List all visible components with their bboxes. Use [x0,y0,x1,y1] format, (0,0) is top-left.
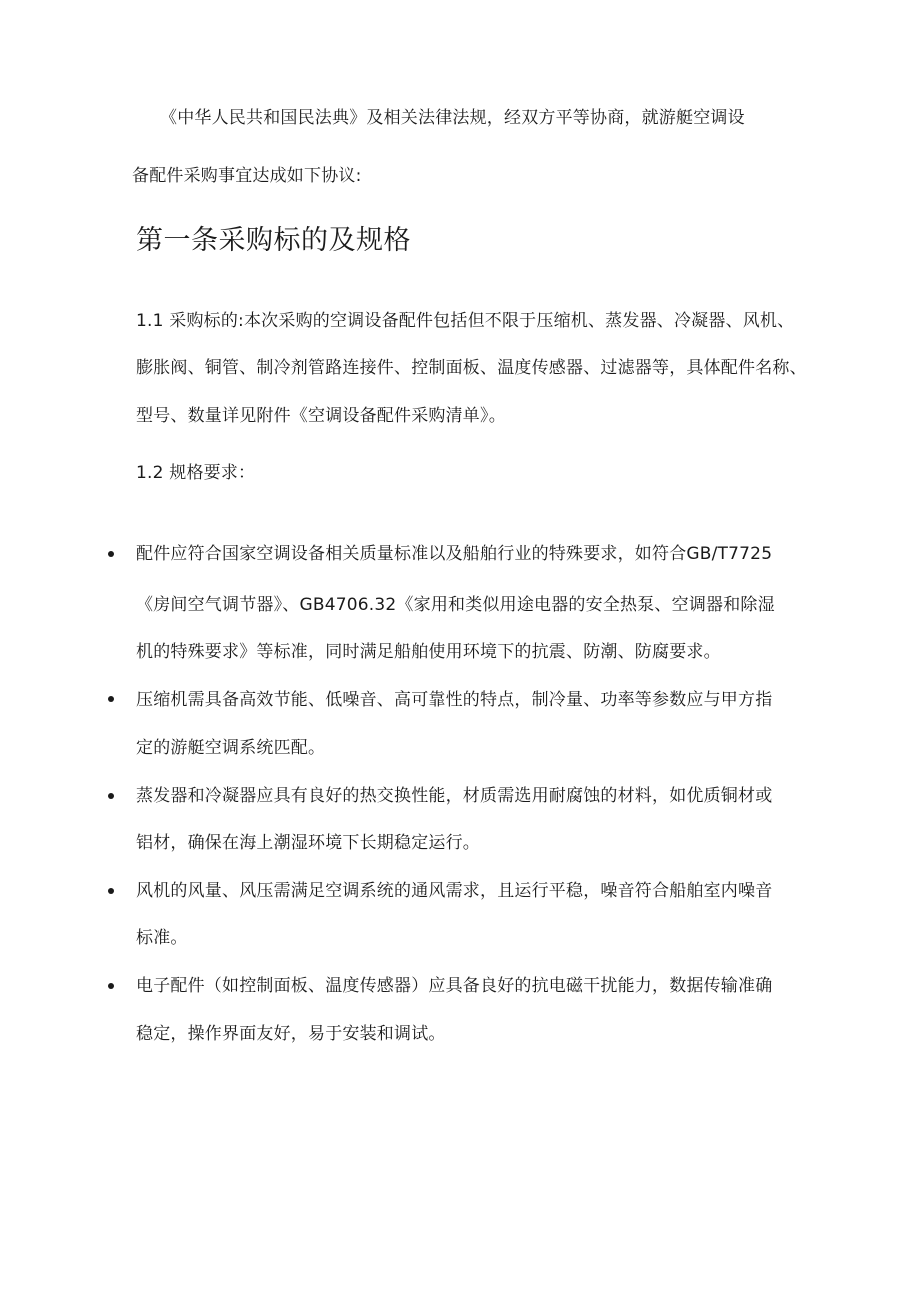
bullet-4-line-1: 风机的风量、风压需满足空调系统的通风需求，且运行平稳，噪音符合船舶室内噪音 [136,881,773,901]
bullet-5-line-2: 稳定，操作界面友好，易于安装和调试。 [136,1024,446,1044]
bullet-2-line-1: 压缩机需具备高效节能、低噪音、高可靠性的特点，制冷量、功率等参数应与甲方指 [136,690,773,710]
section-1-1-line-1: 1.1 采购标的:本次采购的空调设备配件包括但不限于压缩机、蒸发器、冷凝器、风机、 [136,311,795,331]
section-1-2-heading: 1.2 规格要求： [136,463,256,483]
bullet-1-line-3: 机的特殊要求》等标准，同时满足船舶使用环境下的抗震、防潮、防腐要求。 [136,642,721,662]
intro-line-2: 备配件采购事宜达成如下协议: [132,166,362,186]
bullet-1-line-1: 配件应符合国家空调设备相关质量标准以及船舶行业的特殊要求，如符合GB/T7725 [136,544,773,564]
bullet-icon [108,696,114,702]
bullet-4-line-2: 标准。 [136,928,188,948]
article-1-title: 第一条采购标的及规格 [136,225,411,256]
bullet-1-line-2: 《房间空气调节器》、GB4706.32《家用和类似用途电器的安全热泵、空调器和除湿 [136,595,775,615]
bullet-icon [108,551,114,557]
bullet-icon [108,793,114,799]
bullet-3-line-1: 蒸发器和冷凝器应具有良好的热交换性能，材质需选用耐腐蚀的材料，如优质铜材或 [136,786,773,806]
bullet-icon [108,983,114,989]
section-1-1-line-2: 膨胀阀、铜管、制冷剂管路连接件、控制面板、温度传感器、过滤器等，具体配件名称、 [136,358,807,378]
bullet-3-line-2: 铝材，确保在海上潮湿环境下长期稳定运行。 [136,833,480,853]
section-1-1-line-3: 型号、数量详见附件《空调设备配件采购清单》。 [136,406,506,426]
bullet-2-line-2: 定的游艇空调系统匹配。 [136,738,326,758]
bullet-5-line-1: 电子配件（如控制面板、温度传感器）应具备良好的抗电磁干扰能力，数据传输准确 [136,976,773,996]
bullet-icon [108,888,114,894]
intro-line-1: 《中华人民共和国民法典》及相关法律法规，经双方平等协商，就游艇空调设 [160,108,745,128]
